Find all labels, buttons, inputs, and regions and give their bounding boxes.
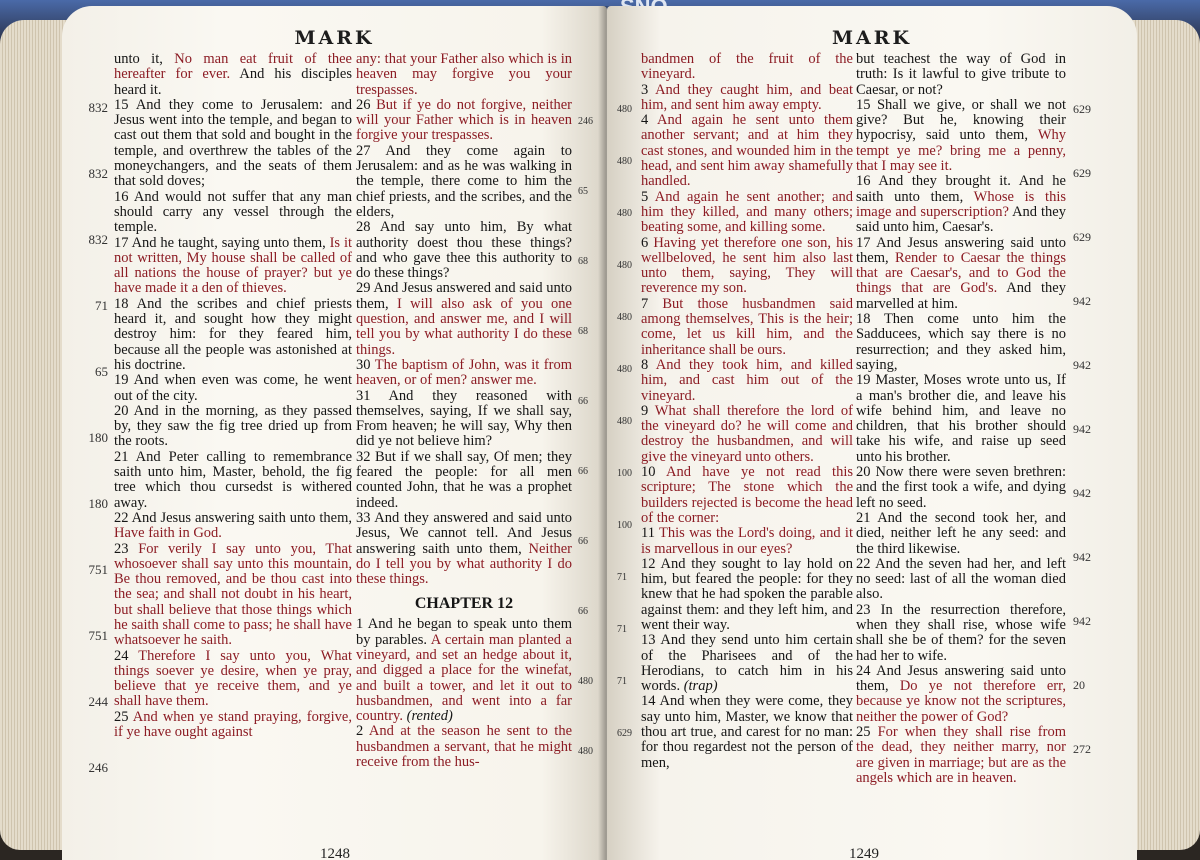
verse-text: 23 <box>114 540 139 557</box>
verse <box>856 465 1066 511</box>
verse-text: 3 <box>641 81 656 98</box>
verse-red-letter-text: And again he sent unto them another servant; and at him they cast stones, and wounded him in the head, and sent him away shamefully handled. <box>641 112 854 190</box>
verse-text: but teachest the way of God in truth: Is it lawful to give tribute to Caesar, or not? <box>856 51 1066 98</box>
cross-reference-number: 480 <box>617 260 632 271</box>
verse-text: 1 And he began to speak unto them by parables. <box>356 616 572 648</box>
verse <box>114 450 352 511</box>
verse-text: 20 And in the morning, as they passed by, they saw the fig tree dried up from the roots. <box>114 402 352 450</box>
verse-text: 33 And they answered and said unto Jesus, We cannot tell. And Jesus answering saith unto them, <box>356 509 572 557</box>
cross-reference-number: 100 <box>617 468 632 479</box>
verse <box>114 52 352 98</box>
verse <box>114 404 352 450</box>
verse-text: 24 <box>114 647 139 664</box>
verse <box>641 465 853 526</box>
cross-reference-number: 942 <box>1073 358 1091 372</box>
verse-text: And they said unto him, Caesar's. <box>856 203 1066 236</box>
verse-red-letter-text: A certain man planted a vineyard, and set an hedge about it, and digged a place for the winefat, and built a tower, and let it out to husbandmen, and went into a far country. <box>356 631 572 725</box>
cross-reference-number: 480 <box>617 364 632 375</box>
cross-reference-number: 629 <box>1073 166 1091 180</box>
verse-text: 24 And Jesus answering said unto them, <box>856 662 1066 695</box>
verse-red-letter-text: Therefore I say unto you, What things soever ye desire, when ye pray, believe that ye receive them, and ye shall have them. <box>114 647 352 710</box>
verse <box>356 220 572 281</box>
verse <box>356 281 572 357</box>
verse-red-letter-text: And at the season he sent to the husbandmen a servant, that he might receive from the hus- <box>356 723 573 771</box>
verse-text: 7 <box>641 295 663 312</box>
cross-reference-number: 942 <box>1073 422 1091 436</box>
chapter-heading: CHAPTER 12 <box>414 595 514 613</box>
verse-note: (trap) <box>680 678 718 695</box>
verse <box>856 174 1066 235</box>
verse <box>114 542 352 649</box>
verse <box>356 511 572 587</box>
cross-reference-number: 246 <box>88 760 108 775</box>
cross-reference-number: 751 <box>88 628 108 643</box>
verse-red-letter-text: But if ye do not forgive, neither will your Father which is in heaven forgive your trespasses. <box>356 96 572 144</box>
verse-text: 21 And the second took her, and died, neither left he any seed: and the third likewise. <box>856 509 1066 557</box>
verse <box>856 511 1066 557</box>
cross-reference-number: 71 <box>95 298 108 313</box>
verse <box>114 190 352 236</box>
verse <box>356 144 572 220</box>
verse-text: 16 And they brought it. And he saith unto them, <box>856 173 1066 205</box>
verse-red-letter-text: And have ye not read this scripture; The stone which the builders rejected is become the head of the corner: <box>641 464 853 526</box>
verse-text: 9 <box>641 402 655 419</box>
cross-reference-number: 480 <box>578 746 593 757</box>
verse <box>641 236 853 297</box>
verse <box>856 725 1066 786</box>
verse <box>114 511 352 542</box>
verse-red-letter-text: Having yet therefore one son, his wellbeloved, he sent him also last unto them, saying, They will reverence my son. <box>641 234 854 297</box>
verse-text: 2 <box>356 723 369 740</box>
verse <box>114 649 352 710</box>
right-page <box>607 6 1137 860</box>
verse-text: And they marvelled at him. <box>856 280 1066 312</box>
verse-note: (rented) <box>402 708 453 725</box>
verse-text: 29 And Jesus answered and said unto them, <box>356 280 572 312</box>
verse <box>114 98 352 190</box>
cross-reference-number: 272 <box>1073 742 1091 756</box>
verse-red-letter-text: any: that your Father also which is in heaven may forgive you your trespasses. <box>356 51 572 98</box>
cross-reference-number: 71 <box>617 624 627 635</box>
cross-reference-number: 180 <box>88 496 108 511</box>
verse <box>856 312 1066 373</box>
verse <box>356 98 572 144</box>
verse <box>641 358 853 404</box>
cross-reference-number: 942 <box>1073 614 1091 628</box>
cross-reference-number: 68 <box>578 256 588 267</box>
cross-reference-number: 480 <box>617 312 632 323</box>
cross-reference-number: 66 <box>578 396 588 407</box>
verse-text: 25 <box>114 708 133 725</box>
verse-red-letter-text: Why tempt ye me? bring me a penny, that I may see it. <box>856 127 1066 175</box>
left-page-column-2 <box>356 52 572 770</box>
cross-reference-number: 629 <box>617 728 632 739</box>
running-head-right: MARK <box>831 27 913 49</box>
cross-reference-number: 68 <box>578 326 588 337</box>
verse-red-letter-text: Whose is this image and superscription? <box>856 188 1066 220</box>
verse-text: 28 And say unto him, By what authority doest thou these things? and who gave thee this authority to do these things? <box>356 219 572 282</box>
verse-text: 12 And they sought to lay hold on him, but feared the people: for they knew that he had spoken the parable against them: and they left him, and went their way. <box>641 555 853 633</box>
cross-reference-number: 832 <box>88 100 108 115</box>
verse-text: 13 And they send unto him certain of the Pharisees and of the Herodians, to catch him in his words. <box>641 632 853 695</box>
verse-red-letter-text: bandmen of the fruit of the vineyard. <box>641 51 853 83</box>
verse <box>641 190 853 236</box>
verse-text: 31 And they reasoned with themselves, saying, If we shall say, From heaven; he will say, Why then did ye not believe him? <box>356 387 572 450</box>
cross-reference-number: 244 <box>88 694 108 709</box>
verse-red-letter-text: I will also ask of you one question, and answer me, and I will tell you by what authority I do these things. <box>356 295 572 358</box>
verse <box>856 52 1066 98</box>
verse <box>356 450 572 511</box>
verse-text: 32 But if we shall say, Of men; they feared the people: for all men counted John, that he was a prophet indeed. <box>356 448 572 511</box>
verse <box>641 694 853 770</box>
verse <box>856 98 1066 174</box>
verse <box>641 526 853 557</box>
cross-reference-number: 71 <box>617 676 627 687</box>
verse-text: 15 Shall we give, or shall we not give? But he, knowing their hypocrisy, said unto them, <box>856 96 1066 144</box>
cross-reference-number: 65 <box>578 186 588 197</box>
verse-text: 21 And Peter calling to remembrance saith unto him, Master, behold, the fig tree which thou cursedst is withered away. <box>114 448 352 511</box>
verse-text: 18 Then come unto him the Sadducees, which say there is no resurrection; and they asked him, saying, <box>856 311 1066 373</box>
left-page-column-1 <box>114 52 352 740</box>
verse-red-letter-text: Neither do I tell you by what authority I do these things. <box>356 540 572 588</box>
verse-text: 14 And when they were come, they say unto him, Master, we know that thou art true, and carest for no man: for thou regardest not the person of men, <box>641 693 853 771</box>
cross-reference-number: 832 <box>88 232 108 247</box>
verse <box>641 83 853 114</box>
verse-text: 6 <box>641 234 654 251</box>
page-number-left: 1248 <box>320 846 350 860</box>
cross-reference-number: 20 <box>1073 678 1085 692</box>
verse-text: 23 In the resurrection therefore, when they shall rise, whose wife shall she be of them? for the seven had her to wife. <box>856 601 1066 664</box>
verse <box>114 297 352 373</box>
verse-red-letter-text: Render to Caesar the things that are Caesar's, and to God the things that are God's. <box>856 249 1067 297</box>
verse <box>641 113 853 189</box>
verse-red-letter-text: But those husbandmen said among themselves, This is the heir; come, let us kill him, and the inheritance shall be ours. <box>641 295 853 358</box>
verse-text: 22 And Jesus answering saith unto them, <box>114 509 352 526</box>
left-page <box>62 6 607 860</box>
verse <box>356 724 572 770</box>
verse-text: 10 <box>641 464 667 481</box>
verse-text: 8 <box>641 356 656 373</box>
verse-text: 19 And when even was come, he went out of the city. <box>114 372 352 404</box>
verse <box>114 236 352 297</box>
verse-text: 26 <box>356 96 377 113</box>
cross-reference-number: 66 <box>578 536 588 547</box>
verse-text: 16 And would not suffer that any man should carry any vessel through the temple. <box>114 188 352 236</box>
verse-red-letter-text: And they took him, and killed him, and cast him out of the vineyard. <box>641 356 853 404</box>
verse-text: unto it, <box>114 51 175 67</box>
verse-text: 27 And they come again to Jerusalem: and as he was walking in the temple, there come to him the chief priests, and the scribes, and the elders, <box>356 142 572 220</box>
page-number-right: 1249 <box>849 846 879 860</box>
verse <box>114 710 352 741</box>
verse-red-letter-text: What shall therefore the lord of the vineyard do? he will come and destroy the husbandmen, and will give the vineyard unto others. <box>641 402 853 465</box>
verse-text: 18 And the scribes and chief priests heard it, and sought how they might destroy him: for they feared him, because all the people was astonished at his doctrine. <box>114 295 352 373</box>
verse-text: 11 <box>641 525 660 542</box>
verse <box>856 557 1066 603</box>
verse <box>356 358 572 389</box>
verse-red-letter-text: The baptism of John, was it from heaven, or of men? answer me. <box>356 356 572 389</box>
cross-reference-number: 629 <box>1073 230 1091 244</box>
page-edges-right <box>1130 20 1200 850</box>
verse <box>856 373 1066 465</box>
cross-reference-number: 100 <box>617 520 632 531</box>
verse-text: 22 And the seven had her, and left no seed: last of all the woman died also. <box>856 555 1066 603</box>
verse <box>356 389 572 450</box>
verse <box>356 52 572 98</box>
verse-red-letter-text: And when ye stand praying, forgive, if ye have ought against <box>114 708 352 741</box>
cross-reference-number: 480 <box>617 208 632 219</box>
verse-red-letter-text: No man eat fruit of thee hereafter for ever. <box>114 51 352 83</box>
cross-reference-number: 942 <box>1073 294 1091 308</box>
cross-reference-number: 942 <box>1073 550 1091 564</box>
verse <box>641 557 853 633</box>
verse-text: 19 Master, Moses wrote unto us, If a man's brother die, and leave his wife behind him, and leave no children, that his brother should take his wife, and raise up seed unto his brother. <box>856 372 1066 465</box>
cross-reference-number: 942 <box>1073 486 1091 500</box>
verse <box>114 373 352 404</box>
verse-text: And his disciples heard it. <box>114 66 352 98</box>
verse-text: 4 <box>641 112 658 129</box>
verse <box>856 603 1066 664</box>
verse-text: 25 <box>856 724 878 741</box>
verse <box>641 404 853 465</box>
verse-text: 20 Now there were seven brethren: and the first took a wife, and dying left no seed. <box>856 464 1066 511</box>
verse-text: 15 And they come to Jerusalem: and Jesus went into the temple, and began to cast out them that sold and bought in the temple, and overthrew the tables of the moneychangers, and the seats of them that sold doves; <box>114 96 352 190</box>
cross-reference-number: 180 <box>88 430 108 445</box>
verse <box>641 297 853 358</box>
verse-text: 17 And Jesus answering said unto them, <box>856 234 1066 266</box>
verse <box>356 617 572 724</box>
verse-red-letter-text: For verily I say unto you, That whosoever shall say unto this mountain, Be thou removed, and be thou cast into the sea; and shall not doubt in his heart, but shall believe that those things which he saith shall come to pass; he shall have whatsoever he saith. <box>114 540 352 649</box>
cross-reference-number: 66 <box>578 466 588 477</box>
verse-red-letter-text: This was the Lord's doing, and it is marvellous in our eyes? <box>641 525 853 557</box>
page-edges-left <box>0 20 70 850</box>
cross-reference-number: 480 <box>617 416 632 427</box>
verse-red-letter-text: Do ye not therefore err, because ye know not the scriptures, neither the power of God? <box>856 678 1066 725</box>
verse-text: 5 <box>641 188 655 205</box>
right-page-column-2 <box>856 52 1066 786</box>
verse-text: 30 <box>356 356 375 373</box>
verse-red-letter-text: For when they shall rise from the dead, they neither marry, nor are given in marriage; but are as the angels which are in heaven. <box>856 724 1066 786</box>
cross-reference-number: 71 <box>617 572 627 583</box>
running-head-left: MARK <box>294 27 375 49</box>
cross-reference-number: 480 <box>617 156 632 167</box>
right-page-column-1 <box>641 52 853 771</box>
cross-reference-number: 66 <box>578 606 588 617</box>
cross-reference-number: 246 <box>578 116 593 127</box>
cross-reference-number: 832 <box>88 166 108 181</box>
verse-text: 17 And he taught, saying unto them, <box>114 234 330 251</box>
verse <box>856 236 1066 312</box>
cross-reference-number: 65 <box>95 364 108 379</box>
verse-red-letter-text: And again he sent another; and him they killed, and many others; beating some, and killing some. <box>641 188 853 236</box>
verse-red-letter-text: Is it not written, My house shall be called of all nations the house of prayer? but ye have made it a den of thieves. <box>114 234 352 297</box>
verse <box>641 633 853 694</box>
cross-reference-number: 480 <box>617 104 632 115</box>
cross-reference-number: 629 <box>1073 102 1091 116</box>
cross-reference-number: 480 <box>578 676 593 687</box>
verse <box>641 52 853 83</box>
verse-red-letter-text: Have faith in God. <box>114 525 222 542</box>
verse <box>856 664 1066 725</box>
cross-reference-number: 751 <box>88 562 108 577</box>
verse-red-letter-text: And they caught him, and beat him, and sent him away empty. <box>641 81 854 113</box>
